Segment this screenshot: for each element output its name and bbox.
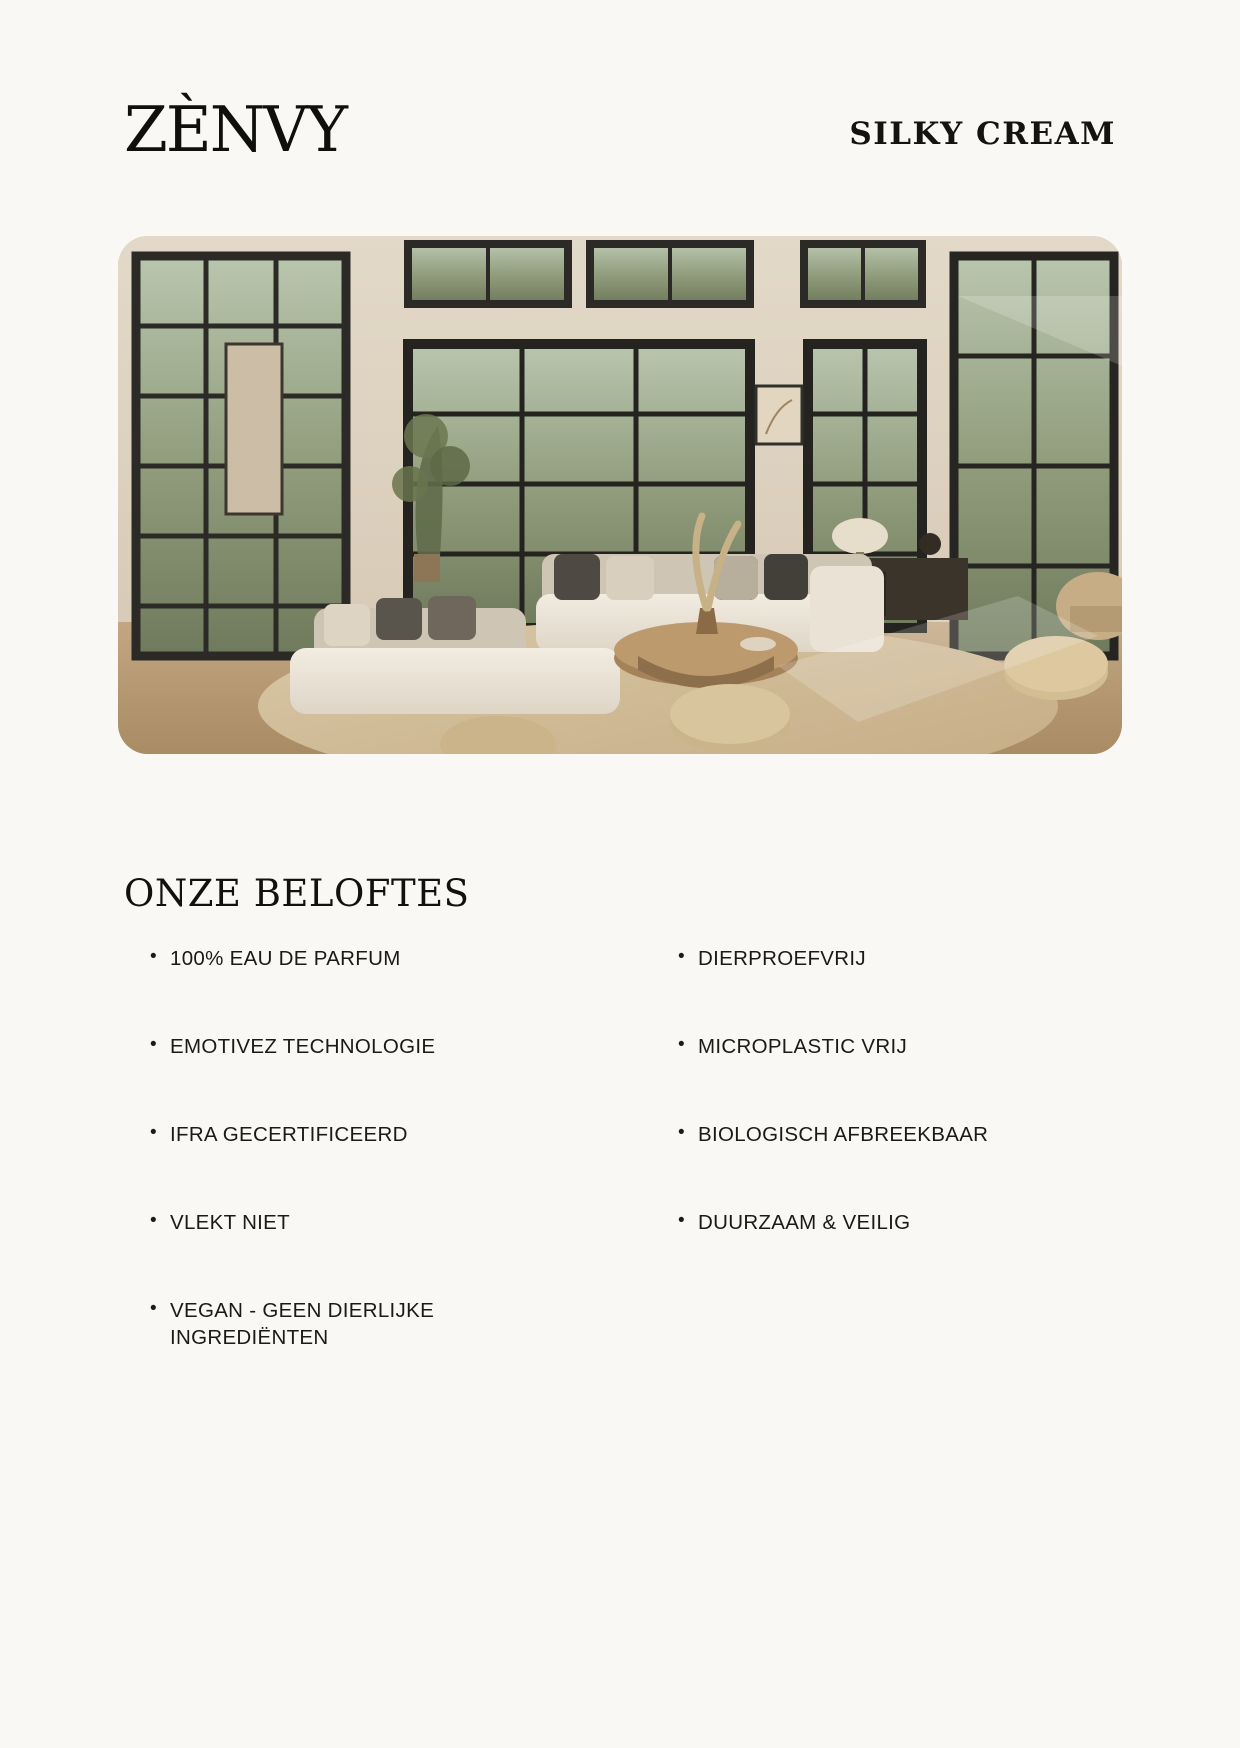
list-item-label: 100% EAU DE PARFUM: [170, 947, 401, 970]
bullet-icon: •: [678, 946, 685, 967]
list-item: [678, 1121, 1110, 1148]
brand-logo: ZÈNVY: [124, 93, 346, 166]
bullet-icon: •: [150, 1210, 157, 1232]
list-item-label: EMOTIVEZ TECHNOLOGIE: [170, 1035, 436, 1059]
list-item-label: DIERPROEFVRIJ: [698, 947, 866, 970]
promises-column-right: [670, 945, 1110, 1412]
list-item-label: BIOLOGISCH AFBREEKBAAR: [698, 1123, 989, 1147]
interior-living-room-illustration: [118, 236, 1122, 754]
list-item-label: IFRA GECERTIFICEERD: [170, 1123, 408, 1147]
list-item: [150, 1297, 670, 1351]
bullet-icon: •: [150, 1298, 157, 1320]
promises-list: [150, 945, 1110, 1412]
hero-image: [118, 236, 1122, 754]
list-item: [150, 1209, 670, 1236]
bullet-icon: •: [678, 1210, 685, 1232]
list-item: [150, 1033, 670, 1060]
list-item-label: DUURZAAM & VEILIG: [698, 1211, 911, 1235]
list-item-label: VLEKT NIET: [170, 1211, 290, 1235]
list-item: [678, 1033, 1110, 1060]
product-name: SILKY CREAM: [849, 116, 1116, 152]
list-item-label: MICROPLASTIC VRIJ: [698, 1035, 907, 1059]
promises-column-left: [150, 945, 670, 1412]
list-item: [150, 1121, 670, 1148]
bullet-icon: •: [150, 1034, 157, 1056]
document-header: [124, 93, 1116, 198]
list-item: [678, 945, 1110, 972]
bullet-icon: •: [678, 1122, 685, 1144]
bullet-icon: •: [678, 1034, 685, 1056]
bullet-icon: •: [150, 1122, 157, 1144]
promises-title: ONZE BELOFTES: [124, 872, 470, 915]
list-item: [678, 1209, 1110, 1236]
list-item: [150, 945, 670, 972]
list-item-label: VEGAN - GEEN DIERLIJKE INGREDIËNTEN: [170, 1299, 435, 1350]
bullet-icon: •: [150, 946, 157, 967]
